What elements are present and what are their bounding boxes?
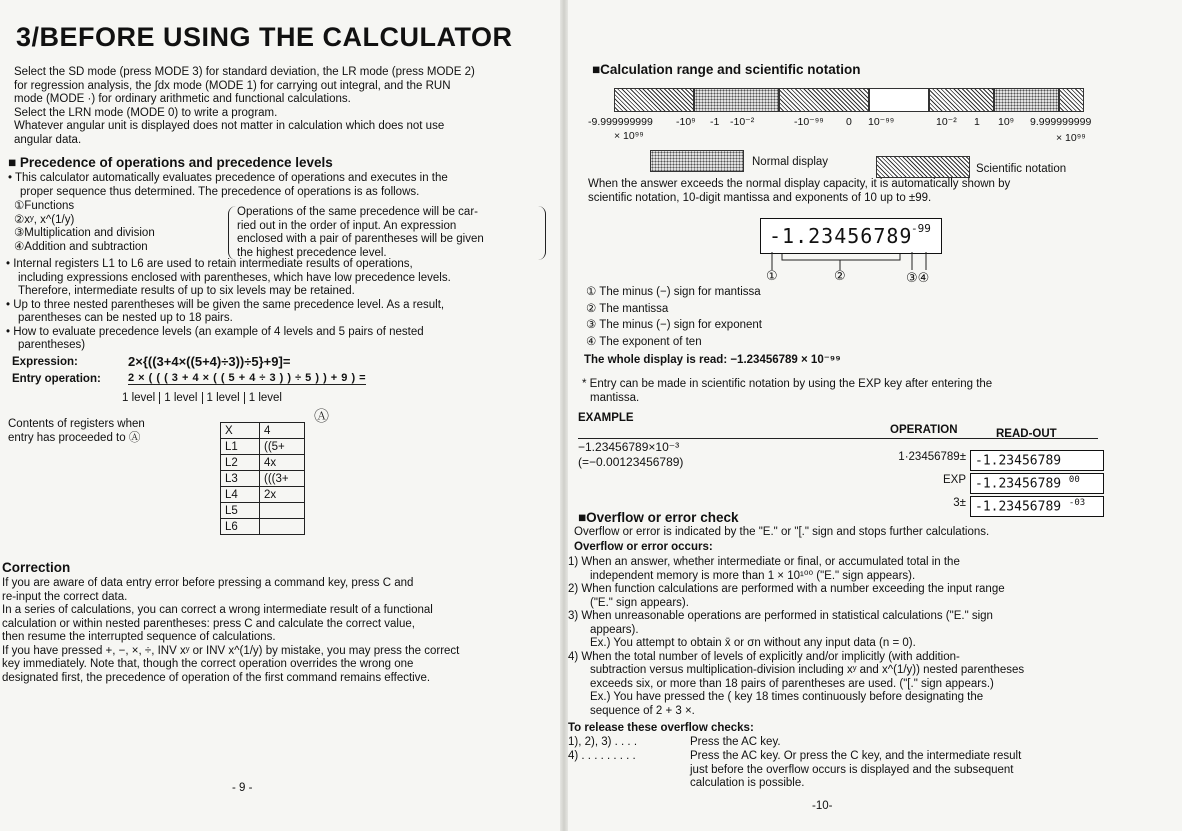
bullet-line: parentheses can be nested up to 18 pairs. [18, 312, 233, 324]
same-precedence-note [228, 206, 546, 260]
register-row [221, 455, 305, 471]
overflow-list [568, 556, 1114, 718]
register-row [221, 519, 305, 535]
expression-line: −1.23456789×10⁻³ [578, 440, 680, 454]
example-header-label: EXAMPLE [578, 412, 634, 424]
text-line: designated first, the precedence of operation of the first command remains effective. [2, 671, 431, 684]
register-row [221, 471, 305, 487]
operation-step: 3± [953, 497, 966, 509]
display-exponent: -99 [911, 222, 931, 235]
release-text: calculation is possible. [690, 777, 805, 789]
release-text: Press the AC key. Or press the C key, and the intermediate result [690, 750, 1022, 762]
overflow-line: 1) When an answer, whether intermediate or final, or accumulated total in the [568, 556, 960, 568]
operation-header-label: OPERATION [890, 424, 958, 436]
overflow-intro: Overflow or error is indicated by the "E." or "[." sign and stops further calculations. [574, 526, 990, 538]
range-segment-sci [929, 88, 994, 112]
intro-line: Whatever angular unit is displayed does not matter in calculation which does not use [14, 120, 445, 132]
callout-1: ① [766, 268, 778, 283]
precedence-heading: ■ Precedence of operations and precedence levels [8, 155, 333, 170]
sci-paragraph [588, 178, 1128, 205]
readout-row [970, 450, 1104, 471]
legend-sci-label: Scientific notation [976, 163, 1067, 175]
page-number: - 9 - [232, 782, 253, 794]
page-fold [560, 0, 568, 831]
register-row [221, 439, 305, 455]
readout-exp: 00 [1068, 475, 1080, 485]
callout-2: ② [834, 268, 846, 283]
range-segment-zero [869, 88, 929, 112]
level-label: 1 level [160, 392, 202, 404]
overflow-line: appears). [590, 623, 639, 636]
release-label: 4) . . . . . . . . . [568, 750, 636, 762]
left-page [0, 0, 560, 831]
range-segment-sci [614, 88, 694, 112]
legend-sci-swatch [876, 156, 970, 178]
intro-line: Select the SD mode (press MODE 3) for standard deviation, the LR mode (press MODE 2) [14, 66, 475, 78]
overflow-line: ("E." sign appears). [590, 596, 689, 609]
overflow-line: Ex.) You attempt to obtain x̄ or σn without any input data (n = 0). [590, 637, 916, 649]
display-mantissa: -1.23456789 [769, 224, 913, 248]
overflow-line: 3) When unreasonable operations are performed in statistical calculations ("E." sign [568, 610, 993, 622]
caption-line: entry has proceeded to Ⓐ [8, 431, 141, 444]
text-line: then resume the interrupted sequence of calculations. [2, 631, 276, 643]
intro-line: Select the LRN mode (MODE 0) to write a program. [14, 106, 278, 119]
readout-exp: -03 [1068, 498, 1086, 508]
text-line: proper sequence thus determined. The precedence of operations is as follows. [20, 185, 420, 198]
example-header [578, 410, 1098, 439]
precedence-levels [14, 200, 214, 254]
readout-row [970, 473, 1104, 494]
readout-main: -1.23456789 [975, 476, 1062, 492]
overflow-line: 4) When the total number of levels of explicitly and/or implicitly (with addition- [568, 650, 960, 663]
register-name: L2 [221, 455, 260, 471]
intro-paragraph [14, 66, 544, 147]
precedence-intro [8, 172, 548, 199]
text-line: re-input the correct data. [2, 590, 128, 603]
expression: 2×{((3+4×((5+4)÷3))÷5}+9]= [128, 354, 291, 369]
whole-display-note: The whole display is read: −1.23456789 × 10⁻⁹⁹ [584, 354, 841, 366]
readout-main: -1.23456789 [975, 499, 1062, 515]
legend-item: ① The minus (−) sign for mantissa [586, 286, 761, 298]
page-number: -10- [812, 800, 833, 812]
range-segment-normal [694, 88, 779, 112]
intro-line: mode (MODE ·) for ordinary arithmetic and functional calculations. [14, 93, 351, 105]
range-label: 0 [846, 116, 852, 128]
range-label: -10⁻⁹⁹ [794, 116, 824, 128]
registers-table [220, 422, 305, 535]
level-labels [118, 392, 286, 406]
overflow-heading: ■Overflow or error check [578, 510, 739, 525]
overflow-occurs-label: Overflow or error occurs: [574, 541, 713, 553]
register-name: L1 [221, 439, 260, 455]
range-bar [614, 88, 1084, 114]
overflow-line: sequence of 2 + 3 ×. [590, 704, 695, 717]
register-value: 2x [260, 487, 305, 503]
text-line: calculation or within nested parentheses: press C and calculate the correct value, [2, 617, 415, 630]
overflow-line: independent memory is more than 1 × 10¹⁰⁰ ("E." sign appears). [590, 569, 916, 582]
note-line: Operations of the same precedence will be car- [237, 206, 478, 218]
level-item: ③Multiplication and division [14, 227, 155, 239]
text-line: mantissa. [590, 391, 640, 404]
overflow-line: exceeds six, or more than 18 pairs of parentheses are used. ("[." sign appears.) [590, 677, 994, 690]
range-label: -9.999999999 [588, 116, 653, 128]
text-line: key immediately. Note that, though the correct operation overrides the wrong one [2, 658, 414, 670]
register-value: (((3+ [260, 471, 305, 487]
bullet-line: • Up to three nested parentheses will be given the same precedence level. As a result, [6, 298, 445, 311]
release-heading: To release these overflow checks: [568, 722, 754, 734]
legend-item: ② The mantissa [586, 302, 669, 315]
overflow-line: 2) When function calculations are performed with a number exceeding the input range [568, 583, 1005, 595]
register-name: L6 [221, 519, 260, 535]
overflow-line: Ex.) You have pressed the ( key 18 times continuously before designating the [590, 691, 984, 703]
text-line: * Entry can be made in scientific notation by using the EXP key after entering the [582, 378, 993, 390]
range-segment-normal [994, 88, 1059, 112]
legend-item: ③ The minus (−) sign for exponent [586, 319, 762, 331]
range-label: -1 [710, 116, 720, 128]
text-line: • This calculator automatically evaluates precedence of operations and executes in the [8, 172, 448, 184]
operation-step: EXP [942, 474, 966, 486]
correction-paragraph [2, 577, 542, 685]
register-row [221, 423, 305, 439]
level-label: 1 level [248, 392, 282, 404]
note-line: enclosed with a pair of parentheses will be given [237, 233, 484, 245]
level-label: 1 level [203, 392, 245, 404]
bullet-line: • Internal registers L1 to L6 are used to retain intermediate results of operations, [6, 258, 413, 270]
range-label: -10⁹ [676, 116, 696, 128]
entry-note [582, 378, 1122, 405]
range-label: 9.999999999 [1030, 116, 1092, 128]
release-text-block [690, 750, 1110, 791]
register-value [260, 503, 305, 519]
operation-step: 1·23456789± [898, 451, 966, 463]
register-value: 4 [260, 423, 305, 439]
expression-label: Expression: [12, 356, 78, 368]
level-item: ④Addition and subtraction [14, 240, 148, 253]
intro-line: for regression analysis, the ∫dx mode (MODE 1) for carrying out integral, and the RUN [14, 79, 451, 92]
range-label: 10⁻² [936, 116, 957, 128]
entry-operation: 2 × ( ( ( 3 + 4 × ( ( 5 + 4 ÷ 3 ) ) ÷ 5 ) ) + 9 ) = [128, 372, 367, 384]
range-segment-sci [1059, 88, 1084, 112]
text-line: In a series of calculations, you can correct a wrong intermediate result of a functional [2, 604, 433, 616]
register-value [260, 519, 305, 535]
intro-line: angular data. [14, 133, 82, 146]
text-line: If you are aware of data entry error before pressing a command key, press C and [2, 577, 414, 589]
register-row [221, 487, 305, 503]
bullet-line: • How to evaluate precedence levels (an example of 4 levels and 5 pairs of nested [6, 325, 424, 338]
text-line: scientific notation, 10-digit mantissa and exponents of 10 up to ±99. [588, 191, 932, 204]
display-legend [586, 284, 762, 350]
register-value: 4x [260, 455, 305, 471]
register-name: L3 [221, 471, 260, 487]
level-item: ①Functions [14, 200, 75, 212]
range-heading: ■Calculation range and scientific notation [592, 62, 861, 77]
legend-normal-label: Normal display [752, 156, 829, 168]
text-line: If you have pressed +, −, ×, ÷, INV xʸ or INV x^(1/y) by mistake, you may press the correct [2, 644, 460, 657]
register-name: L5 [221, 503, 260, 519]
readout-main: -1.23456789 [975, 453, 1062, 469]
register-row [221, 503, 305, 519]
release-text: Press the AC key. [690, 736, 781, 748]
calculator-display [760, 218, 942, 254]
level-item: ②xʸ, x^(1/y) [14, 213, 75, 226]
bullet-line: including expressions enclosed with parentheses, which have low precedence levels. [18, 271, 451, 284]
display-callout-lines [760, 252, 950, 272]
range-label: 10⁻⁹⁹ [868, 116, 895, 128]
registers-caption [8, 418, 145, 445]
example-expression [578, 440, 683, 470]
register-name: L4 [221, 487, 260, 503]
callout-3-4: ③④ [906, 270, 930, 285]
entry-label: Entry operation: [12, 373, 101, 385]
overflow-line: subtraction versus multiplication-division including xʸ and x^(1/y)) nested parentheses [590, 664, 1025, 676]
release-label: 1), 2), 3) . . . . [568, 736, 638, 748]
page-title: 3/BEFORE USING THE CALCULATOR [16, 22, 513, 52]
bullet-line: Therefore, intermediate results of up to six levels may be retained. [18, 285, 355, 297]
note-line: ried out in the order of input. An expression [237, 219, 457, 232]
release-text: just before the overflow occurs is displayed and the subsequent [690, 763, 1014, 776]
text-line: When the answer exceeds the normal display capacity, it is automatically shown by [588, 178, 1011, 190]
readout-header-label: READ-OUT [996, 428, 1057, 440]
correction-heading: Correction [2, 560, 71, 575]
readout-row [970, 496, 1104, 517]
right-page [568, 0, 1182, 831]
range-label: 10⁹ [998, 116, 1015, 128]
range-label-low-left: × 10⁹⁹ [614, 130, 644, 142]
caption-line: Contents of registers when [8, 418, 145, 430]
legend-normal-swatch [650, 150, 744, 172]
marker-a: Ⓐ [314, 408, 330, 425]
range-label: -10⁻² [730, 116, 755, 128]
expression-line: (=−0.00123456789) [578, 455, 684, 469]
legend-item: ④ The exponent of ten [586, 335, 702, 348]
range-labels [588, 116, 1118, 130]
registers-bullets [6, 258, 546, 353]
range-label: 1 [974, 116, 980, 128]
register-name: X [221, 423, 260, 439]
level-label: 1 level [118, 392, 160, 404]
range-segment-sci [779, 88, 869, 112]
register-value: ((5+ [260, 439, 305, 455]
note-line: the highest precedence level. [237, 246, 387, 259]
range-label-low-right: × 10⁹⁹ [1056, 132, 1086, 144]
bullet-line: parentheses) [18, 339, 86, 351]
